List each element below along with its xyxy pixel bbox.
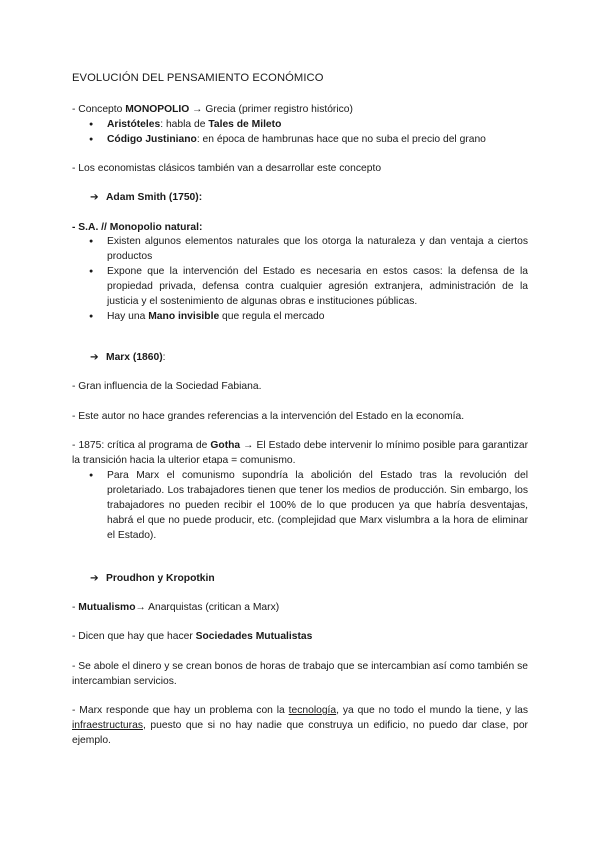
monopolio-note: - Los economistas clásicos también van a desarrollar este concepto [72, 163, 382, 174]
marx-heading-suffix: : [162, 352, 166, 363]
marx-heading [90, 350, 166, 365]
paragraph-bold: Sociedades Mutualistas [195, 631, 313, 642]
marx-bullets [72, 468, 528, 543]
proudhon-heading-text: Proudhon y Kropotkin [106, 573, 215, 584]
bullet-bold: Aristóteles [107, 119, 161, 130]
list-item [72, 117, 528, 132]
paragraph-bold: Gotha [210, 440, 241, 451]
proudhon-p4 [72, 703, 528, 748]
proudhon-p1 [72, 600, 528, 615]
arrow-icon: ➔ [90, 573, 99, 584]
proudhon-heading [90, 571, 215, 586]
bullet-bold: Mano invisible [148, 311, 220, 322]
paragraph-text: → Anarquistas (critican a Marx) [135, 602, 280, 613]
list-item [72, 132, 528, 147]
smith-subheading-text: - S.A. // Monopolio natural: [72, 222, 203, 233]
list-item: ● Para Marx el comunismo supondría la abolición del Estado tras la revolución del proletariado. Los trabajadores tienen que tener los medios de producción. Sin embargo, los trabajadores no pueden recibir el 100% de lo que producen ya que habría desventajas, habrá el que no puede producir, etc. (complejidad que Marx vislumbra a la hora de eliminar el Estado). [72, 468, 528, 543]
smith-subheading [72, 220, 528, 235]
bullet-text: que regula el mercado [219, 311, 325, 322]
underlined-term: infraestructuras [72, 720, 143, 731]
marx-p1: - Gran influencia de la Sociedad Fabiana. [72, 381, 262, 392]
paragraph-text: - Dicen que hay que hacer [72, 631, 196, 642]
smith-bullets [72, 234, 528, 324]
monopolio-line [72, 102, 528, 117]
list-item: ● Expone que la intervención del Estado es necesaria en estos casos: la defensa de la propiedad privada, defensa contra cualquier agresión extranjera, administración de la justicia y el sostenimiento de algunas obras e instituciones públicas. [72, 264, 528, 309]
monopolio-suffix: → Grecia (primer registro histórico) [189, 104, 353, 115]
bullet-text: : en época de hambrunas hace que no suba el precio del grano [196, 134, 486, 145]
marx-heading-text: Marx (1860) [106, 352, 163, 363]
list-item [72, 309, 528, 324]
monopolio-bullets [72, 117, 528, 147]
bullet-bold: Código Justiniano [107, 134, 197, 145]
monopolio-prefix: - Concepto [72, 104, 126, 115]
page-title: EVOLUCIÓN DEL PENSAMIENTO ECONÓMICO [72, 72, 324, 84]
marx-p3 [72, 438, 528, 468]
paragraph-text: → El Estado debe intervenir lo mínimo posible para garantizar la transición hacia la ulterior etapa = comunismo. [72, 440, 529, 466]
monopolio-term: MONOPOLIO [125, 104, 190, 115]
paragraph-text: , ya que no todo el mundo la tiene, y las [336, 705, 529, 716]
paragraph-text: - [72, 602, 79, 613]
paragraph-text: - Marx responde que hay un problema con la [72, 705, 289, 716]
paragraph-text: , puesto que si no hay nadie que construya un edificio, no puedo dar clase, por ejemplo. [72, 720, 528, 746]
proudhon-p2 [72, 629, 528, 644]
bullet-text: : habla de [160, 119, 209, 130]
list-item: ● Existen algunos elementos naturales que los otorga la naturaleza y dan ventaja a ciertos productos [72, 234, 528, 264]
bullet-bold: Tales de Mileto [208, 119, 282, 130]
marx-p2: - Este autor no hace grandes referencias a la intervención del Estado en la economía. [72, 411, 465, 422]
smith-heading-text: Adam Smith (1750): [106, 192, 203, 203]
underlined-term: tecnología [288, 705, 337, 716]
proudhon-p3: - Se abole el dinero y se crean bonos de horas de trabajo que se intercambian así como también se intercambian servicios. [72, 661, 528, 687]
arrow-icon: ➔ [90, 352, 99, 363]
paragraph-bold: Mutualismo [78, 602, 136, 613]
bullet-text: Hay una [107, 311, 149, 322]
paragraph-text: - 1875: crítica al programa de [72, 440, 211, 451]
arrow-icon: ➔ [90, 192, 99, 203]
smith-heading [90, 190, 202, 205]
